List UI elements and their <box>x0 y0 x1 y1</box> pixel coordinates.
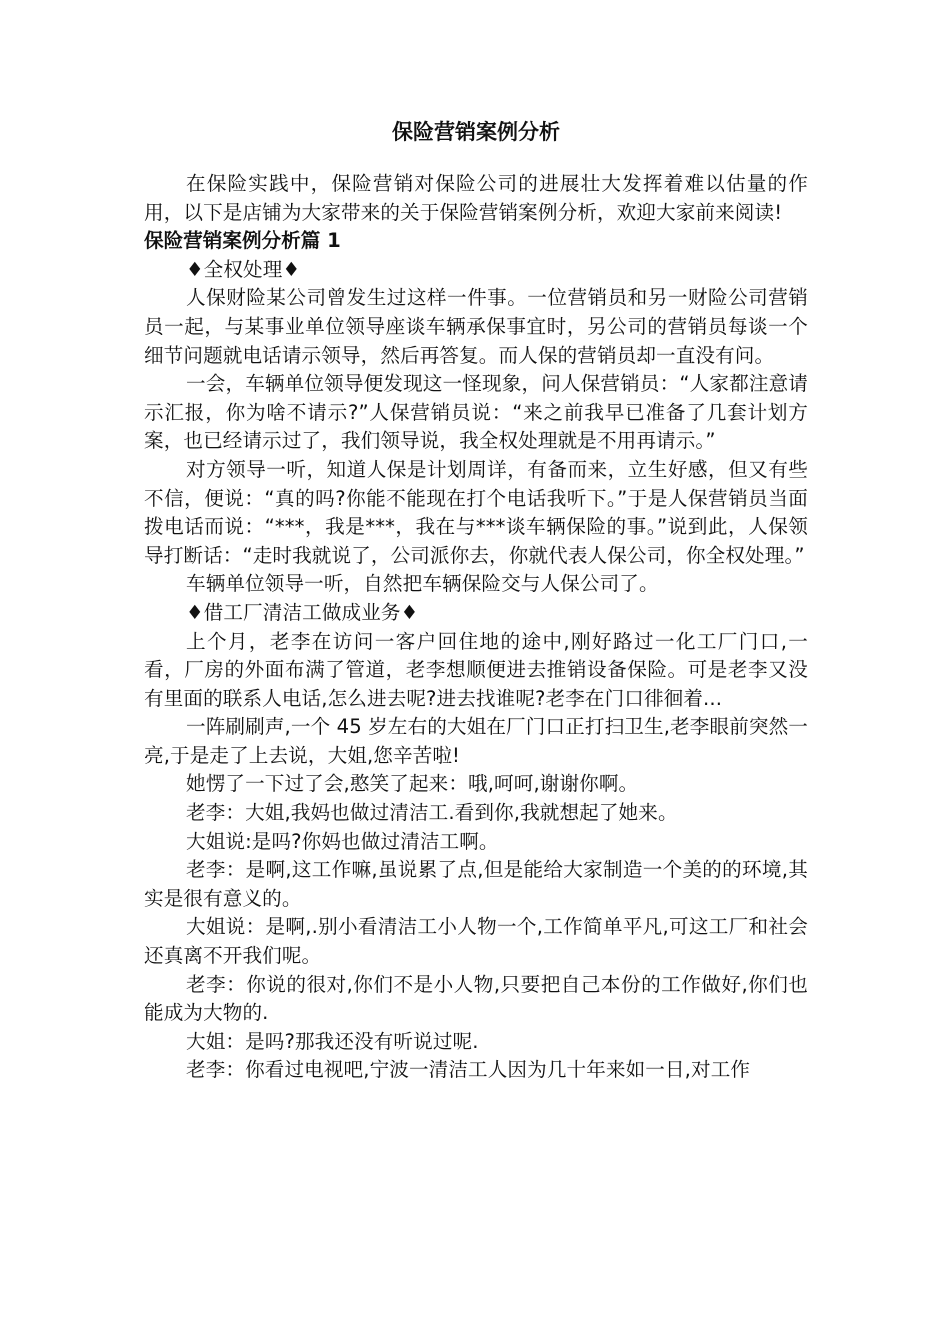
paragraph: 对方领导一听，知道人保是计划周详，有备而来，立生好感，但又有些不信，便说：“真的吗?你能不能现在打个电话我听下。”于是人保营销员当面拨电话而说：“***，我是***，我在与***谈车辆保险的事。”说到此，人保领导打断话：“走时我就说了，公司派你去，你就代表人保公司，你全权处理。” <box>144 457 808 567</box>
intro-paragraph: 在保险实践中，保险营销对保险公司的进展壮大发挥着难以估量的作用，以下是店铺为大家带来的关于保险营销案例分析，欢迎大家前来阅读! <box>144 172 808 224</box>
paragraph: 大姐说:是吗?你妈也做过清洁工啊。 <box>186 829 499 853</box>
paragraph: 车辆单位领导一听，自然把车辆保险交与人保公司了。 <box>186 572 659 596</box>
paragraph: 老李：你说的很对,你们不是小人物,只要把自己本份的工作做好,你们也能成为大物的. <box>144 972 808 1025</box>
paragraph: 大姐：是吗?那我还没有听说过呢. <box>186 1029 479 1053</box>
paragraph: 她愣了一下过了会,憨笑了起来：哦,呵呵,谢谢你啊。 <box>186 772 639 796</box>
paragraph: 老李：你看过电视吧,宁波一清洁工人因为几十年来如一日,对工作 <box>186 1058 751 1082</box>
document-page <box>144 112 808 1085</box>
subheading-cleaner-business: ♦借工厂清洁工做成业务♦ <box>186 600 419 624</box>
paragraph: 大姐说：是啊,.别小看清洁工小人物一个,工作简单平凡,可这工厂和社会还真离不开我们呢。 <box>144 915 808 968</box>
paragraph: 一会，车辆单位领导便发现这一怪现象，问人保营销员：“人家都注意请示汇报，你为啥不请示?”人保营销员说：“来之前我早已准备了几套计划方案，也已经请示过了，我们领导说，我全权处理就是不用再请示。” <box>144 372 808 453</box>
paragraph: 老李：是啊,这工作嘛,虽说累了点,但是能给大家制造一个美的的环境,其实是很有意义的。 <box>144 858 808 910</box>
paragraph: 一阵刷刷声,一个 45 岁左右的大姐在厂门口正打扫卫生,老李眼前突然一亮,于是走了上去说，大姐,您辛苦啦! <box>144 715 808 767</box>
subheading-full-authority: ♦全权处理♦ <box>186 257 301 281</box>
paragraph: 上个月，老李在访问一客户回住地的途中,刚好路过一化工厂门口,一看，厂房的外面布满了管道，老李想顺便进去推销设备保险。可是老李又没有里面的联系人电话,怎么进去呢?进去找谁呢?老李在门口徘徊着... <box>144 629 808 710</box>
section-heading: 保险营销案例分析篇 1 <box>144 229 341 253</box>
document-title: 保险营销案例分析 <box>392 120 560 144</box>
paragraph: 老李：大姐,我妈也做过清洁工.看到你,我就想起了她来。 <box>186 801 678 825</box>
paragraph: 人保财险某公司曾发生过这样一件事。一位营销员和另一财险公司营销员一起，与某事业单位领导座谈车辆承保事宜时，另公司的营销员每谈一个细节问题就电话请示领导，然后再答复。而人保的营销员却一直没有问。 <box>144 286 808 367</box>
